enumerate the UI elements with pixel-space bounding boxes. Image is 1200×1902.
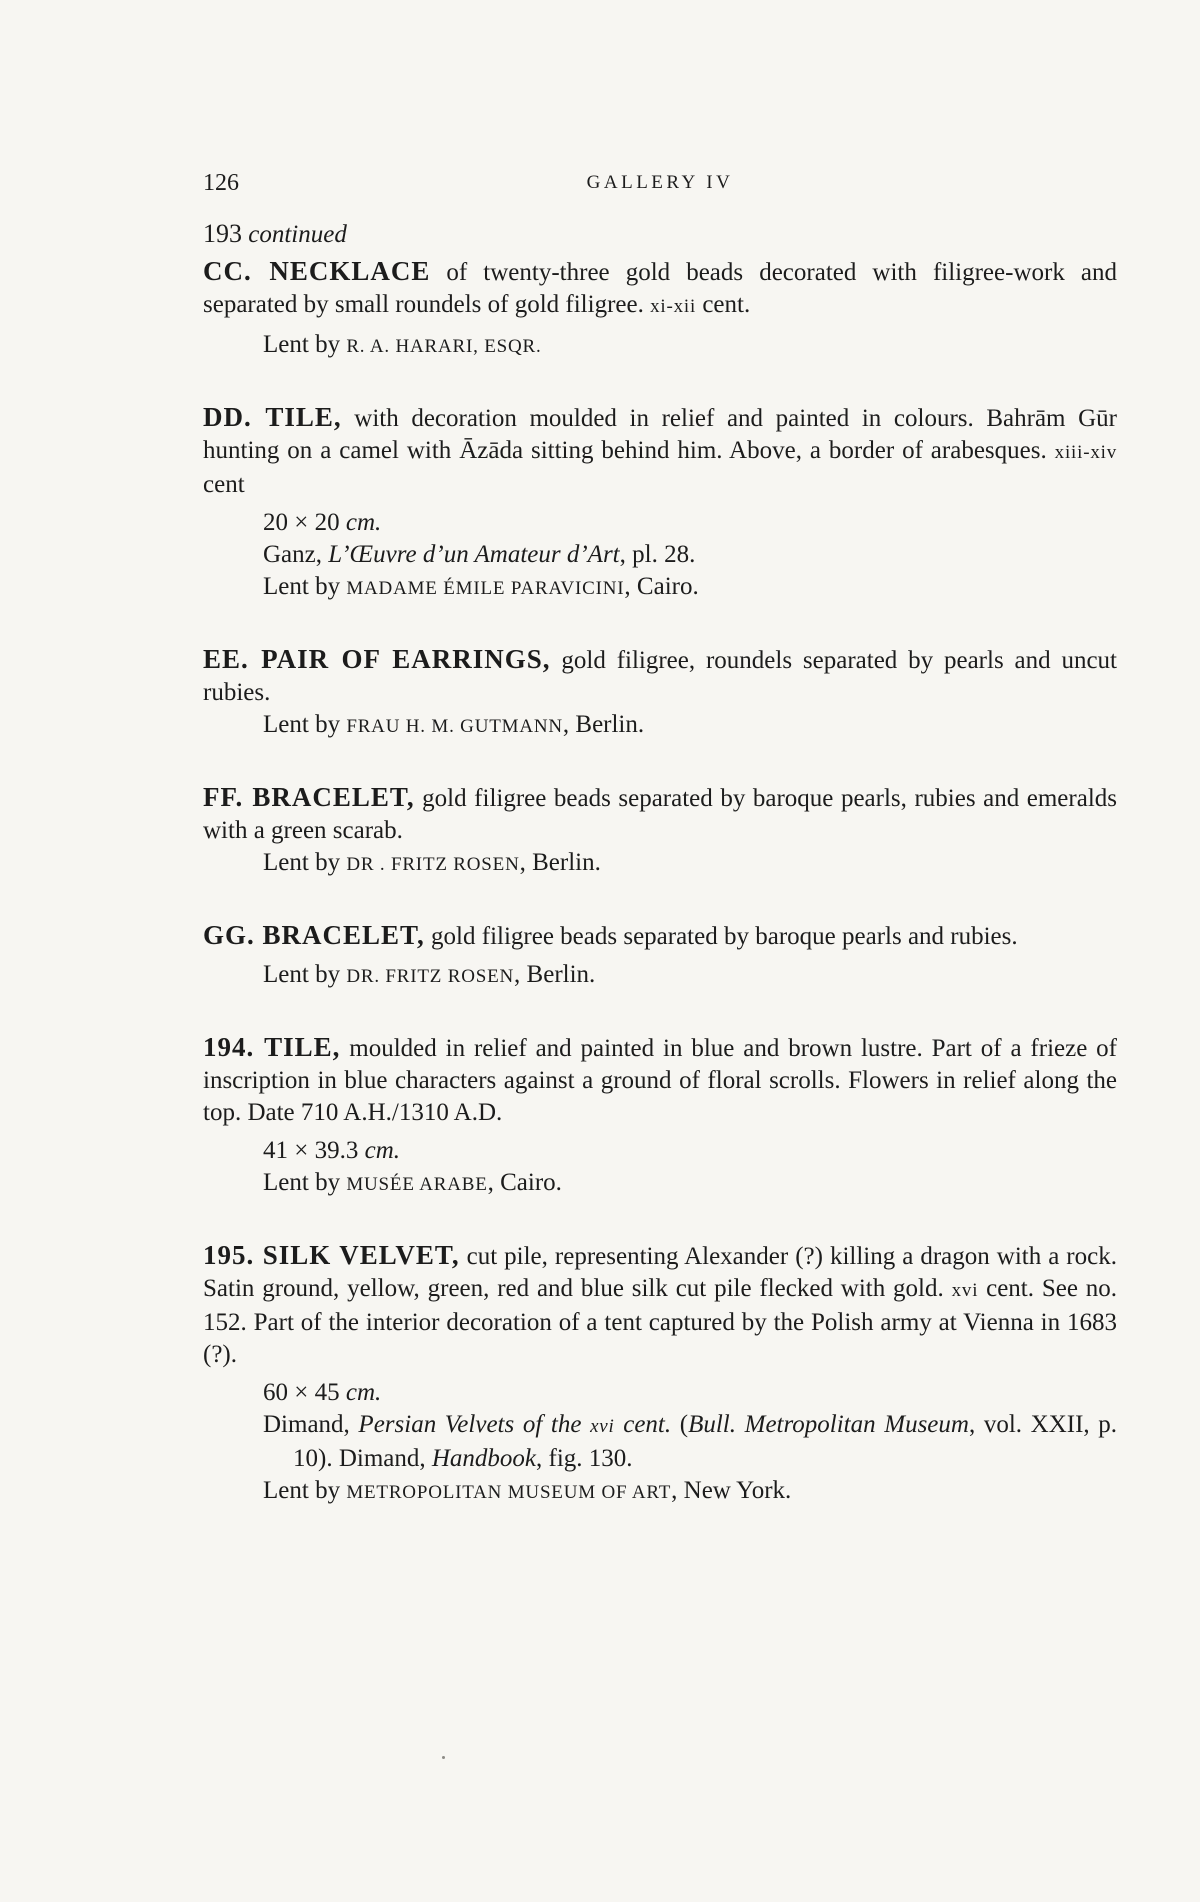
reference-journal-suffix: , vol. XXII, p. 10). Dimand, <box>293 1411 1118 1472</box>
lent-suffix: , Cairo. <box>487 1169 562 1196</box>
entry-description <box>203 643 1117 709</box>
entry-heading: CC. NECKLACE <box>203 256 431 286</box>
entry-heading: 194. TILE, <box>203 1032 341 1062</box>
lender-name: DR . FRITZ ROSEN <box>346 854 520 875</box>
reference-title: Persian Velvets of the <box>358 1411 591 1438</box>
dimensions-unit: cm. <box>364 1137 401 1164</box>
lent-by-line <box>203 329 1117 363</box>
lender-name: DR. FRITZ ROSEN <box>346 966 515 987</box>
entry-gg <box>203 919 1117 993</box>
lent-prefix: Lent by <box>263 849 347 876</box>
reference-line <box>203 539 1117 571</box>
lent-by-line <box>203 1167 1117 1201</box>
reference-suffix: , pl. 28. <box>619 541 696 568</box>
lent-prefix: Lent by <box>263 1477 347 1504</box>
entry-heading: 195. SILK VELVET, <box>203 1240 460 1270</box>
reference-title-end: cent. <box>614 1411 672 1438</box>
entry-text-continued: cent. See no. 152. Part of the interior decoration of a tent captured by the Polish army at Vienna in 1683 (?). <box>203 1275 1117 1368</box>
reference-handbook-suffix: , fig. 130. <box>536 1445 633 1472</box>
reference-title: L’Œuvre d’un Amateur d’Art <box>328 541 620 568</box>
entry-194 <box>203 1031 1117 1201</box>
entry-description <box>203 781 1117 847</box>
lent-by-line <box>203 847 1117 881</box>
entry-date-suffix: cent <box>203 471 245 498</box>
page-header <box>203 170 1117 204</box>
entry-dd <box>203 401 1117 605</box>
dimensions-line <box>203 507 1117 539</box>
reference-prefix: Ganz, <box>263 541 329 568</box>
lent-suffix: , Berlin. <box>562 711 645 738</box>
entry-heading: FF. BRACELET, <box>203 782 415 812</box>
catalogue-content <box>203 218 1117 1547</box>
lent-prefix: Lent by <box>263 1169 347 1196</box>
dimensions-unit: cm. <box>345 509 382 536</box>
entry-text: gold filigree, roundels separated by pearls and uncut rubies. <box>203 647 1117 706</box>
lent-by-line <box>203 1475 1117 1509</box>
lent-prefix: Lent by <box>263 331 347 358</box>
lent-prefix: Lent by <box>263 961 347 988</box>
dimensions-line <box>203 1377 1117 1409</box>
entry-date: xiii-xiv <box>1054 442 1117 463</box>
paper-speck <box>442 1756 445 1759</box>
entry-description <box>203 1031 1117 1129</box>
entry-text: gold filigree beads separated by baroque pearls and rubies. <box>424 923 1018 950</box>
entry-ff <box>203 781 1117 881</box>
reference-title-century: xvi <box>590 1416 615 1437</box>
lender-name: R. A. HARARI, ESQR. <box>346 336 542 357</box>
dimensions-value: 41 × 39.3 <box>263 1137 359 1164</box>
lent-prefix: Lent by <box>263 711 347 738</box>
entry-date: xi-xii <box>650 296 697 317</box>
dimensions-unit: cm. <box>345 1379 382 1406</box>
lent-by-line <box>203 709 1117 743</box>
dimensions-value: 20 × 20 <box>263 509 340 536</box>
lent-by-line <box>203 959 1117 993</box>
entry-description <box>203 401 1117 501</box>
lender-name: MADAME ÉMILE PARAVICINI <box>346 578 625 599</box>
lent-prefix: Lent by <box>263 573 347 600</box>
reference-open-paren: ( <box>671 1411 689 1438</box>
entry-text: cut pile, representing Alexander (?) killing a dragon with a rock. Satin ground, yellow, green, red and blue silk cut pile flecked with gold. <box>203 1243 1117 1302</box>
reference-handbook-title: Handbook <box>431 1445 537 1472</box>
entry-text: moulded in relief and painted in blue and brown lustre. Part of a frieze of inscription in blue characters against a ground of floral scrolls. Flowers in relief along the top. Date 710 A.H./1310 A.D. <box>203 1035 1117 1126</box>
entry-text: of twenty-three gold beads decorated with filigree-work and separated by small roundels of gold filigree. <box>203 259 1117 318</box>
reference-journal: Bull. Metropolitan Museum <box>688 1411 969 1438</box>
entry-heading: EE. PAIR OF EARRINGS, <box>203 644 551 674</box>
lent-suffix: , Cairo. <box>624 573 699 600</box>
lender-name: METROPOLITAN MUSEUM OF ART <box>346 1482 672 1503</box>
entry-description <box>203 255 1117 323</box>
entry-heading: DD. TILE, <box>203 402 342 432</box>
running-head: GALLERY IV <box>586 172 734 193</box>
reference-line <box>203 1409 1117 1475</box>
continued-number: 193 <box>203 219 242 248</box>
dimensions-line <box>203 1135 1117 1167</box>
entry-cc <box>203 255 1117 363</box>
entry-date-suffix: cent. <box>696 291 751 318</box>
dimensions-value: 60 × 45 <box>263 1379 340 1406</box>
entry-text: gold filigree beads separated by baroque pearls, rubies and emeralds with a green scarab. <box>203 785 1117 844</box>
lent-by-line <box>203 571 1117 605</box>
lent-suffix: , Berlin. <box>514 961 596 988</box>
lent-suffix: , Berlin. <box>519 849 601 876</box>
entry-description <box>203 919 1117 953</box>
entry-ee <box>203 643 1117 743</box>
entry-195 <box>203 1239 1117 1509</box>
page-number: 126 <box>203 170 239 196</box>
continued-line <box>203 218 1117 251</box>
lender-name: FRAU H. M. GUTMANN <box>346 716 563 737</box>
lender-name: MUSÉE ARABE <box>346 1174 488 1195</box>
entry-heading: GG. BRACELET, <box>203 920 425 950</box>
entry-description <box>203 1239 1117 1371</box>
reference-prefix: Dimand, <box>263 1411 359 1438</box>
lent-suffix: , New York. <box>671 1477 792 1504</box>
continued-label: continued <box>248 221 347 248</box>
entry-date: xvi <box>951 1280 979 1301</box>
entry-text: with decoration moulded in relief and painted in colours. Bahrām Gūr hunting on a camel with Āzāda sitting behind him. Above, a border of arabesques. <box>203 405 1117 464</box>
